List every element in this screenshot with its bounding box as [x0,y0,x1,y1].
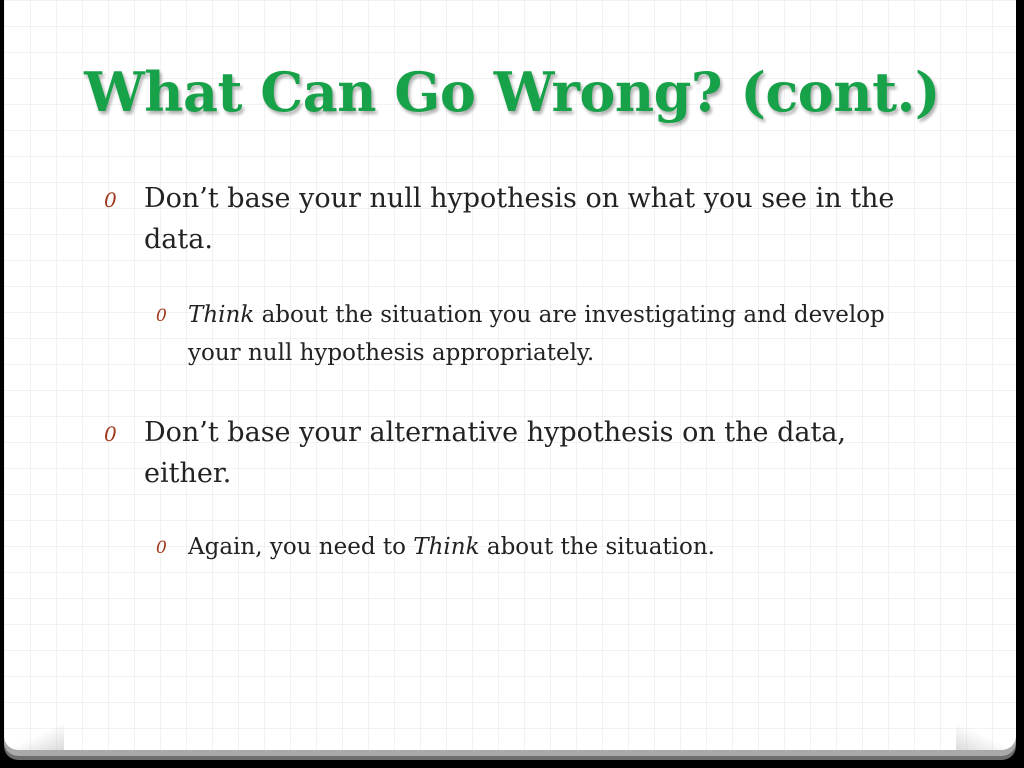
bullet-text: Again, you need to [188,534,414,560]
bullet-item [104,178,904,260]
bullet-text: about the situation. [479,534,715,560]
sub-bullet-item [156,528,888,566]
bullet-marker-icon: 0 [104,422,117,446]
bullet-marker-icon: 0 [104,188,117,212]
bullet-item [104,412,904,494]
sub-bullet-item [156,296,888,372]
bullet-text: Don’t base your alternative hypothesis on the data, either. [144,417,847,489]
page-curl-left [4,722,64,750]
bullet-marker-icon: 0 [156,538,167,558]
slide-body [104,178,904,566]
bullet-text: Don’t base your null hypothesis on what you see in the data. [144,183,895,255]
bullet-emphasis: Think [188,302,255,328]
bullet-marker-icon: 0 [156,306,167,326]
bullet-emphasis: Think [413,534,480,560]
page-curl-right [956,722,1016,750]
slide-title: What Can Go Wrong? (cont.) [84,60,940,124]
bullet-text: about the situation you are investigating and develop your null hypothesis appropriately. [188,302,885,366]
